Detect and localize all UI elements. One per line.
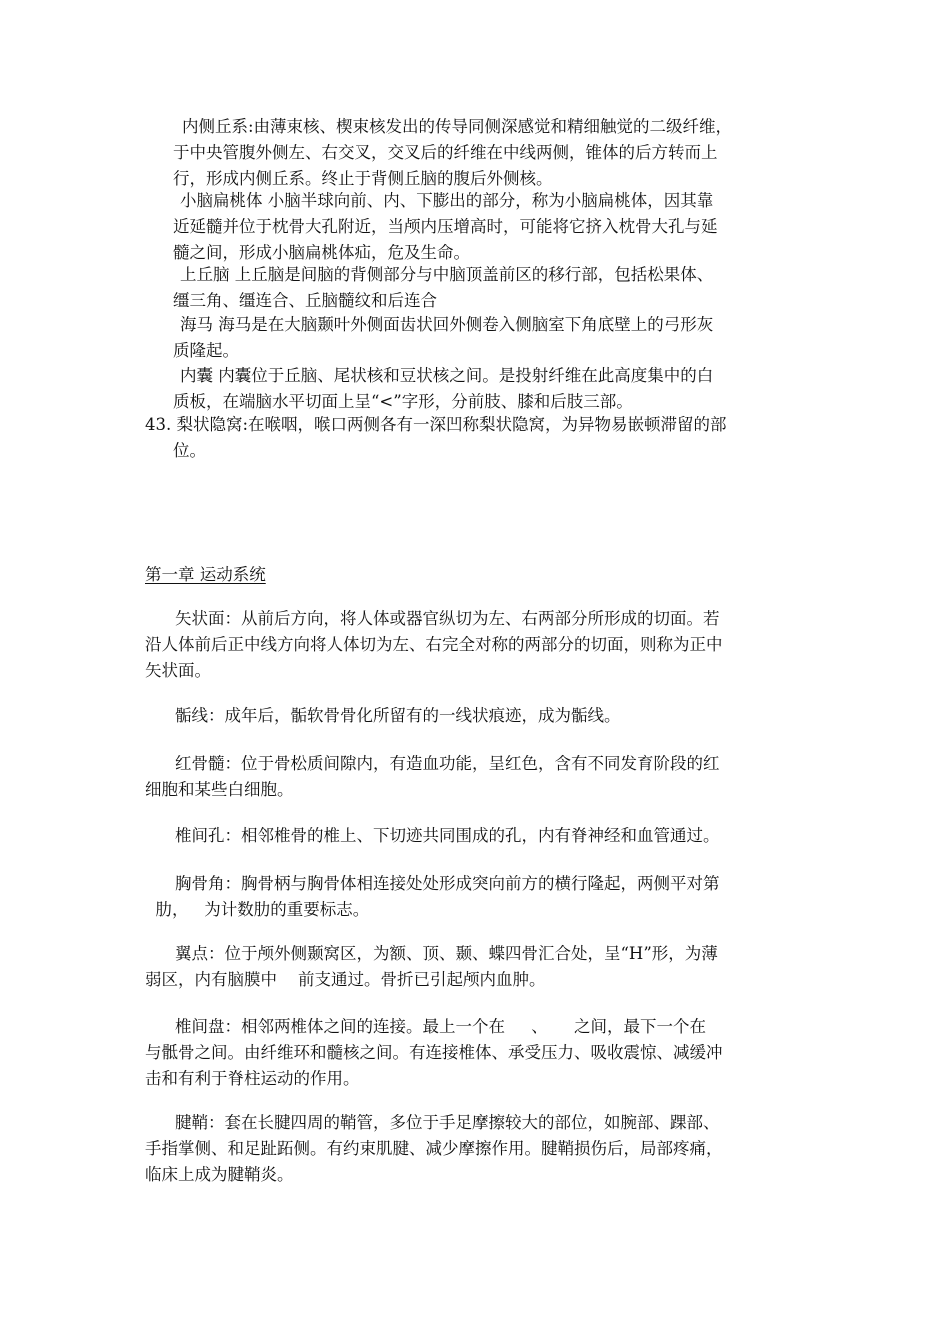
text-line: 小脑扁桃体 小脑半球向前、内、下膨出的部分，称为小脑扁桃体，因其靠 [180, 191, 714, 210]
text-line: 质板，在端脑水平切面上呈“<”字形，分前肢、膝和后肢三部。 [173, 392, 633, 411]
text-line: 腱鞘：套在长腱四周的鞘管，多位于手足摩擦较大的部位，如腕部、踝部、 [175, 1113, 720, 1132]
chapter-heading: 第一章 运动系统 [145, 565, 266, 584]
text-line: 细胞和某些白细胞。 [145, 780, 294, 799]
paragraph-internal-capsule [0, 363, 713, 415]
text-line: 内侧丘系:由薄束核、楔束核发出的传导同侧深感觉和精细触觉的二级纤维， [182, 117, 733, 136]
text-line: 质隆起。 [173, 341, 239, 360]
definition-sagittal-plane [0, 606, 723, 684]
text-line: 矢状面：从前后方向，将人体或器官纵切为左、右两部分所形成的切面。若 [175, 609, 720, 628]
text-line: 与骶骨之间。由纤维环和髓核之间。有连接椎体、承受压力、吸收震惊、减缓冲 [145, 1043, 723, 1062]
definition-pterion [0, 941, 718, 993]
text-line: 椎间孔：相邻椎骨的椎上、下切迹共同围成的孔，内有脊神经和血管通过。 [175, 826, 720, 845]
paragraph-hippocampus [0, 312, 713, 364]
text-line: 矢状面。 [145, 661, 211, 680]
definition-intervertebral-disc [0, 1014, 723, 1092]
text-line: 内囊 内囊位于丘脑、尾状核和豆状核之间。是投射纤维在此高度集中的白 [180, 366, 714, 385]
text-line: 弱区，内有脑膜中 前支通过。骨折已引起颅内血肿。 [145, 970, 546, 989]
definition-epiphyseal-line [0, 703, 621, 729]
text-line: 近延髓并位于枕骨大孔附近，当颅内压增高时，可能将它挤入枕骨大孔与延 [173, 217, 718, 236]
text-line: 临床上成为腱鞘炎。 [145, 1165, 294, 1184]
text-line: 于中央管腹外侧左、右交叉，交叉后的纤维在中线两侧，锥体的后方转而上 [173, 143, 718, 162]
paragraph-medial-lemniscus [0, 114, 732, 192]
text-line: 翼点：位于颅外侧颞窝区，为额、顶、颞、蝶四骨汇合处，呈“H”形，为薄 [175, 944, 718, 963]
text-line: 沿人体前后正中线方向将人体切为左、右完全对称的两部分的切面，则称为正中 [145, 635, 723, 654]
text-line: 骺线：成年后，骺软骨骨化所留有的一线状痕迹，成为骺线。 [175, 706, 621, 725]
definition-tendon-sheath [0, 1110, 723, 1188]
text-line: 红骨髓：位于骨松质间隙内，有造血功能，呈红色，含有不同发育阶段的红 [175, 754, 720, 773]
text-line: 肋， 为计数肋的重要标志。 [145, 900, 370, 919]
text-line: 位。 [173, 441, 206, 460]
text-line: 上丘脑 上丘脑是间脑的背侧部分与中脑顶盖前区的移行部，包括松果体、 [180, 265, 714, 284]
definition-sternal-angle [0, 871, 720, 923]
text-line: 43. 梨状隐窝:在喉咽，喉口两侧各有一深凹称梨状隐窝，为异物易嵌顿滞留的部 [145, 415, 727, 434]
text-line: 行，形成内侧丘系。终止于背侧丘脑的腹后外侧核。 [173, 169, 553, 188]
text-line: 缰三角、缰连合、丘脑髓纹和后连合 [173, 291, 437, 310]
text-line: 椎间盘：相邻两椎体之间的连接。最上一个在 、 之间，最下一个在 [175, 1017, 706, 1036]
paragraph-item-43 [0, 412, 727, 464]
text-line: 髓之间，形成小脑扁桃体疝，危及生命。 [173, 243, 470, 262]
text-line: 手指掌侧、和足趾跖侧。有约束肌腱、减少摩擦作用。腱鞘损伤后，局部疼痛， [145, 1139, 723, 1158]
text-line: 击和有利于脊柱运动的作用。 [145, 1069, 360, 1088]
paragraph-cerebellar-tonsil [0, 188, 718, 266]
definition-intervertebral-foramen [0, 823, 720, 849]
text-line: 胸骨角：胸骨柄与胸骨体相连接处处形成突向前方的横行隆起，两侧平对第 [175, 874, 720, 893]
paragraph-epithalamus [0, 262, 713, 314]
definition-red-marrow [0, 751, 720, 803]
text-line: 海马 海马是在大脑颞叶外侧面齿状回外侧卷入侧脑室下角底壁上的弓形灰 [180, 315, 714, 334]
